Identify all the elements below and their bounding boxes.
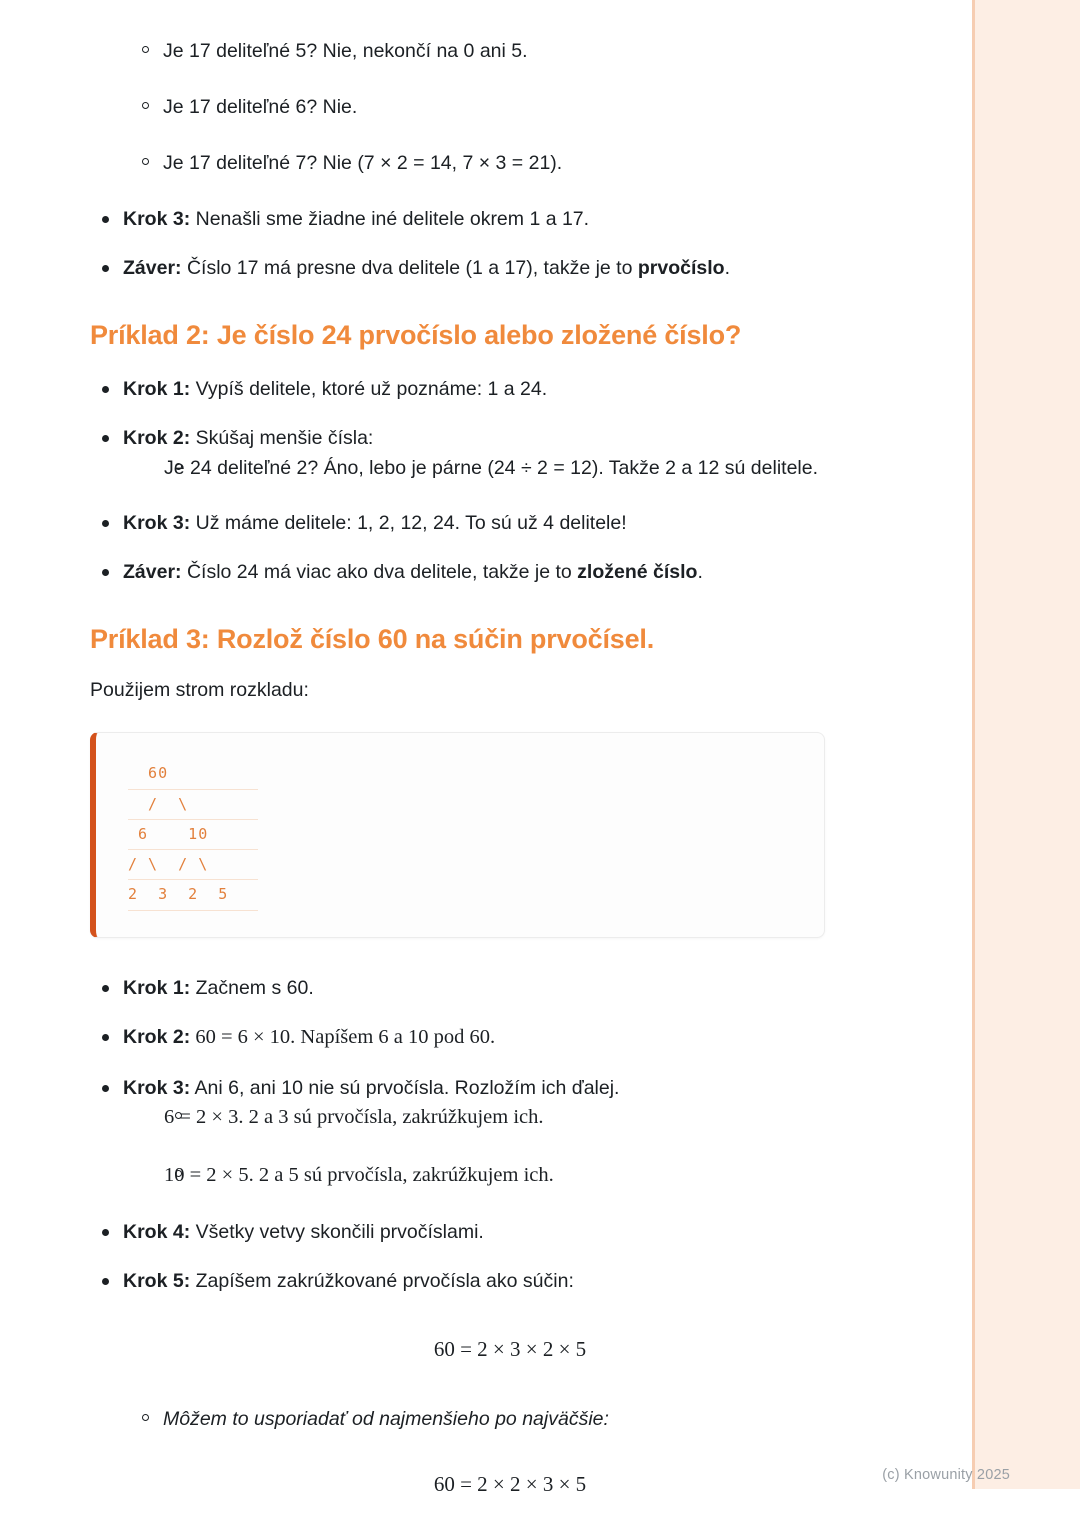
example-2-title: Príklad 2: Je číslo 24 prvočíslo alebo zložené číslo? — [90, 320, 742, 351]
list-item — [90, 205, 930, 233]
top-sub-list — [90, 36, 930, 179]
list-item — [90, 509, 930, 537]
factor-tree-text — [128, 759, 798, 910]
list-item-label: Krok 3: — [123, 511, 191, 534]
list-item-text: 60 = 6 × 10. Napíšem 6 a 10 pod 60. — [190, 1025, 496, 1048]
tree-line: 60 — [128, 759, 258, 789]
list-item-text: Vypíš delitele, ktoré už poznáme: 1 a 24. — [190, 378, 548, 401]
list-item-text: Číslo 24 má viac ako dva delitele, takže je to — [181, 561, 578, 584]
list-item — [90, 1267, 930, 1295]
list-item-label: Záver: — [123, 561, 182, 584]
list-item-label: Krok 5: — [123, 1269, 191, 1292]
list-item-text: Je 17 deliteľné 7? Nie (7 × 2 = 14, 7 × 3 = 21). — [163, 152, 563, 175]
list-item — [123, 453, 930, 483]
list-item-text: Ani 6, ani 10 nie sú prvočísla. Rozložím ich ďalej. — [190, 1076, 620, 1099]
list-item-text: Je 24 deliteľné 2? Áno, lebo je párne (24 ÷ 2 = 12). Takže 2 a 12 sú delitele. — [164, 456, 819, 479]
list-item — [90, 1218, 930, 1246]
list-item-text: 6 = 2 × 3. 2 a 3 sú prvočísla, zakrúžkujem ich. — [164, 1105, 544, 1128]
list-item — [90, 375, 930, 403]
tree-line: 6 10 — [128, 820, 258, 850]
list-item-label: Krok 1: — [123, 378, 191, 401]
list-item-label: Krok 2: — [123, 1025, 191, 1048]
list-item-emphasis: prvočíslo — [637, 256, 725, 279]
list-item-text-end: . — [724, 256, 730, 279]
tree-line: / \ — [128, 790, 258, 820]
list-item — [123, 1102, 930, 1134]
list-item — [90, 974, 930, 1002]
list-item — [90, 36, 930, 66]
list-item-text: Číslo 17 má presne dva delitele (1 a 17), takže je to — [181, 256, 638, 279]
list-item-label: Záver: — [123, 256, 182, 279]
list-item-label: Krok 3: — [123, 1076, 191, 1099]
tree-line: / \ / \ — [128, 850, 258, 880]
example-2-list-after — [90, 509, 930, 587]
example-3-list — [90, 974, 930, 1192]
list-item-emphasis: zložené číslo — [577, 561, 698, 584]
example-2-sub-list — [123, 453, 930, 483]
example-3-title: Príklad 3: Rozlož číslo 60 na súčin prvočísel. — [90, 624, 654, 655]
list-item-text: Začnem s 60. — [190, 976, 314, 999]
list-item — [90, 1023, 930, 1053]
list-item — [90, 254, 930, 282]
list-item — [90, 1404, 930, 1434]
list-item — [90, 148, 930, 178]
top-list — [90, 205, 930, 283]
list-item-label: Krok 2: — [123, 427, 191, 450]
list-item-text: Môžem to usporiadať od najmenšieho po najväčšie: — [163, 1408, 609, 1431]
list-item-text: Všetky vetvy skončili prvočíslami. — [190, 1220, 484, 1243]
list-item-text: Nenašli sme žiadne iné delitele okrem 1 a 17. — [190, 207, 590, 230]
factor-tree-codeblock — [90, 732, 825, 937]
tree-line: 2 3 2 5 — [128, 880, 258, 910]
list-item-text-end: . — [697, 561, 703, 584]
example-2-list — [90, 375, 930, 483]
example-3-sub-list — [123, 1102, 930, 1192]
list-item-text: Zapíšem zakrúžkované prvočísla ako súčin: — [190, 1269, 574, 1292]
list-item-text: Je 17 deliteľné 5? Nie, nekončí na 0 ani 5. — [163, 40, 528, 62]
example-3-list-after — [90, 1218, 930, 1296]
list-item-label: Krok 3: — [123, 207, 191, 230]
list-item — [123, 1160, 930, 1192]
list-item — [90, 558, 930, 586]
equation-2: 60 = 2 × 2 × 3 × 5 — [433, 1472, 587, 1497]
list-item — [90, 92, 930, 122]
list-item-text: Je 17 deliteľné 6? Nie. — [163, 96, 358, 119]
watermark: (c) Knowunity 2025 — [882, 1467, 1010, 1483]
list-item — [90, 424, 930, 482]
example-3-note-list — [90, 1404, 930, 1434]
list-item — [90, 1074, 930, 1192]
list-item-text: 10 = 2 × 5. 2 a 5 sú prvočísla, zakrúžkujem ich. — [164, 1163, 554, 1186]
list-item-text: Skúšaj menšie čísla: — [190, 427, 374, 450]
equation-1: 60 = 2 × 3 × 2 × 5 — [433, 1337, 587, 1362]
list-item-text: Už máme delitele: 1, 2, 12, 24. To sú už 4 delitele! — [190, 511, 627, 534]
list-item-label: Krok 1: — [123, 976, 191, 999]
list-item-label: Krok 4: — [123, 1220, 191, 1243]
example-3-intro: Použijem strom rozkladu: — [90, 679, 309, 702]
